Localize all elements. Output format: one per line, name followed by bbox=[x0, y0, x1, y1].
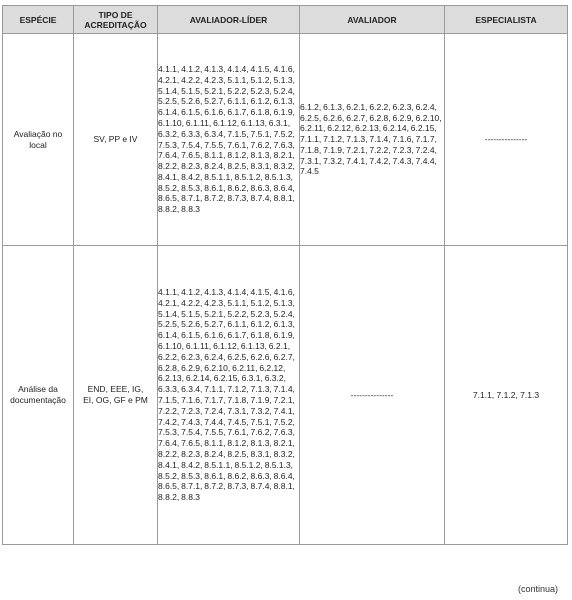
header-tipo-acreditacao bbox=[74, 6, 158, 34]
cell-especialista: --------------- bbox=[445, 34, 568, 246]
accreditation-table bbox=[2, 5, 568, 545]
cell-avaliador-lider: 4.1.1, 4.1.2, 4.1.3, 4.1.4, 4.1.5, 4.1.6, 4.2.1, 4.2.2, 4.2.3, 5.1.1, 5.1.2, 5.1.3, 5.1.4, 5.1.5, 5.2.1, 5.2.2, 5.2.3, 5.2.4, 5.2.5, 5.2.6, 5.2.7, 6.1.1, 6.1.2, 6.1.3, 6.1.4, 6.1.5, 6.1.6, 6.1.7, 6.1.8, 6.1.9, 6.1.10, 6.1.11, 6.1.12, 6.1.13, 6.3.1, 6.3.2, 6.3.3, 6.3.4, 7.1.5, 7.5.1, 7.5.2, 7.5.3, 7.5.4, 7.5.5, 7.6.1, 7.6.2, 7.6.3, 7.6.4, 7.6.5, 8.1.1, 8.1.2, 8.1.3, 8.2.1, 8.2.2, 8.2.3, 8.2.4, 8.2.5, 8.3.1, 8.3.2, 8.4.1, 8.4.2, 8.5.1.1, 8.5.1.2, 8.5.1.3, 8.5.2, 8.5.3, 8.6.1, 8.6.2, 8.6.3, 8.6.4, 8.6.5, 8.7.1, 8.7.2, 8.7.3, 8.7.4, 8.8.1, 8.8.2, 8.8.3 bbox=[158, 34, 300, 246]
especie-line2: documentação bbox=[10, 395, 66, 405]
table-row bbox=[3, 246, 568, 545]
especie-line1: Avaliação no bbox=[13, 128, 63, 139]
tipo-line1: END, EEE, IG, bbox=[87, 384, 144, 395]
cell-avaliador-lider: 4.1.1, 4.1.2, 4.1.3, 4.1.4, 4.1.5, 4.1.6, 4.2.1, 4.2.2, 4.2.3, 5.1.1, 5.1.2, 5.1.3, 5.1.4, 5.1.5, 5.2.1, 5.2.2, 5.2.3, 5.2.4, 5.2.5, 5.2.6, 5.2.7, 6.1.1, 6.1.2, 6.1.3, 6.1.4, 6.1.5, 6.1.6, 6.1.7, 6.1.8, 6.1.9, 6.1.10, 6.1.11, 6.1.12, 6.1.13, 6.2.1, 6.2.2, 6.2.3, 6.2.4, 6.2.5, 6.2.6, 6.2.7, 6.2.8, 6.2.9, 6.2.10, 6.2.11, 6.2.12, 6.2.13, 6.2.14, 6.2.15, 6.3.1, 6.3.2, 6.3.3, 6.3.4, 7.1.1, 7.1.2, 7.1.3, 7.1.4, 7.1.5, 7.1.6, 7.1.7, 7.1.8, 7.1.9, 7.2.1, 7.2.2, 7.2.3, 7.2.4, 7.3.1, 7.3.2, 7.4.1, 7.4.2, 7.4.3, 7.4.4, 7.4.5, 7.5.1, 7.5.2, 7.5.3, 7.5.4, 7.5.5, 7.6.1, 7.6.2, 7.6.3, 7.6.4, 7.6.5, 8.1.1, 8.1.2, 8.1.3, 8.2.1, 8.2.2, 8.2.3, 8.2.4, 8.2.5, 8.3.1, 8.3.2, 8.4.1, 8.4.2, 8.5.1.1, 8.5.1.2, 8.5.1.3, 8.5.2, 8.5.3, 8.6.1, 8.6.2, 8.6.3, 8.6.4, 8.6.5, 8.7.1, 8.7.2, 8.7.3, 8.7.4, 8.8.1, 8.8.2, 8.8.3 bbox=[158, 246, 300, 545]
table-row bbox=[3, 34, 568, 246]
header-avaliador-lider: AVALIADOR-LÍDER bbox=[158, 6, 300, 34]
header-tipo-line1: TIPO DE bbox=[98, 9, 133, 20]
header-especie: ESPÉCIE bbox=[3, 6, 74, 34]
header-tipo-line2: ACREDITAÇÃO bbox=[84, 19, 147, 30]
cell-avaliador: --------------- bbox=[300, 246, 445, 545]
header-avaliador: AVALIADOR bbox=[300, 6, 445, 34]
header-especialista: ESPECIALISTA bbox=[445, 6, 568, 34]
especie-line1: Análise da bbox=[18, 384, 58, 395]
cell-especialista: 7.1.1, 7.1.2, 7.1.3 bbox=[445, 246, 568, 545]
cell-tipo-acreditacao bbox=[74, 246, 158, 545]
cell-especie bbox=[3, 246, 74, 545]
cell-tipo-acreditacao: SV, PP e IV bbox=[74, 34, 158, 246]
especie-line2: local bbox=[29, 139, 47, 150]
cell-especie bbox=[3, 34, 74, 246]
header-row bbox=[3, 6, 568, 34]
cell-avaliador: 6.1.2, 6.1.3, 6.2.1, 6.2.2, 6.2.3, 6.2.4, 6.2.5, 6.2.6, 6.2.7, 6.2.8, 6.2.9, 6.2.10, 6.2.11, 6.2.12, 6.2.13, 6.2.14, 6.2.15, 7.1.1, 7.1.2, 7.1.3, 7.1.4, 7.1.6, 7.1.7, 7.1.8, 7.1.9, 7.2.1, 7.2.2, 7.2.3, 7.2.4, 7.3.1, 7.3.2, 7.4.1, 7.4.2, 7.4.3, 7.4.4, 7.4.5 bbox=[300, 34, 445, 246]
tipo-line2: EI, OG, GF e PM bbox=[83, 395, 148, 405]
continuation-note: (continua) bbox=[517, 584, 558, 594]
